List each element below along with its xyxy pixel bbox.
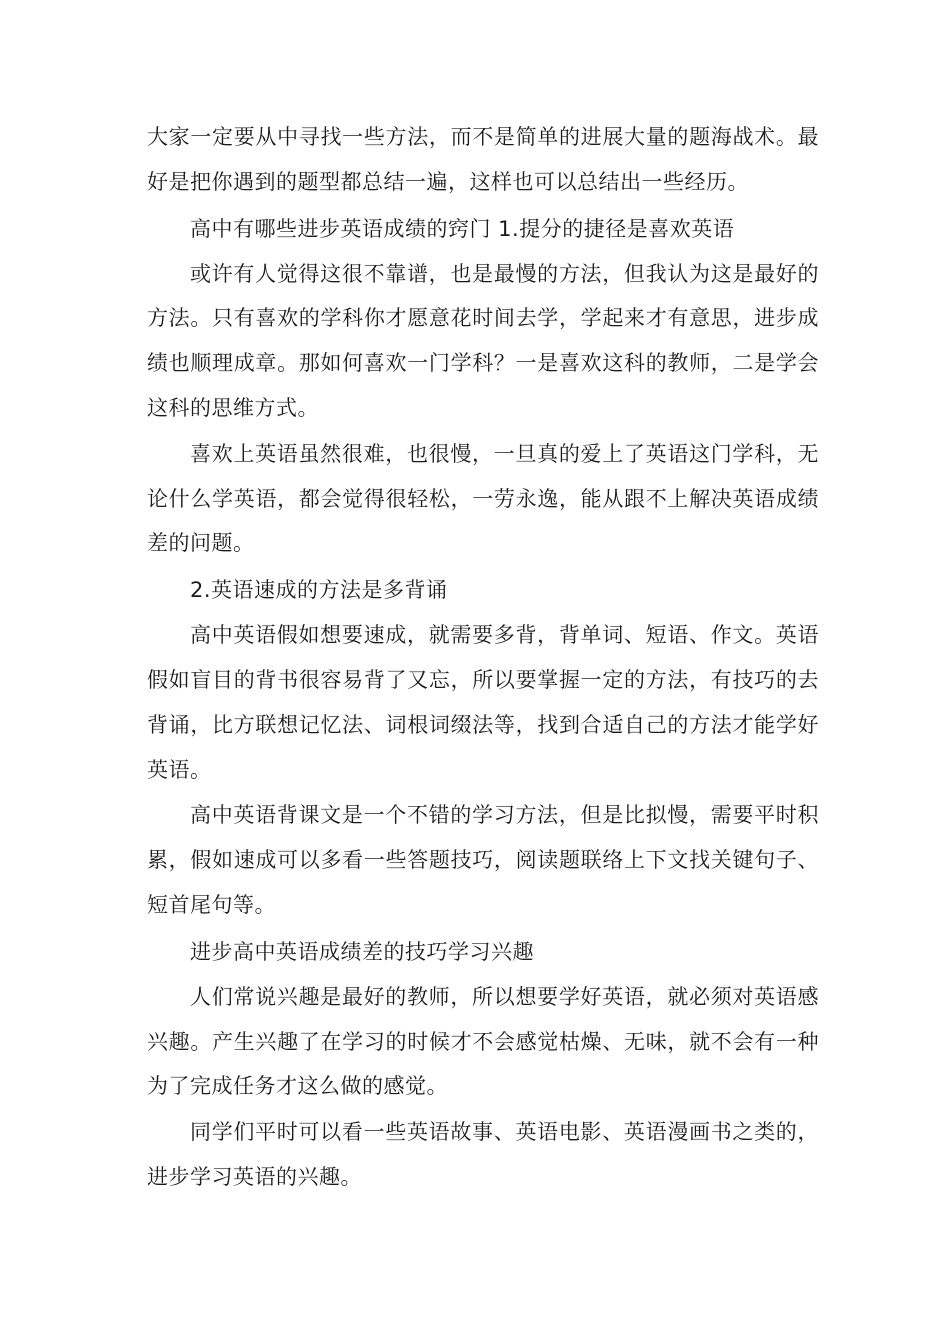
document-body [147,115,819,1200]
paragraph-4: 喜欢上英语虽然很难，也很慢，一旦真的爱上了英语这门学科，无论什么学英语，都会觉得很轻松，一劳永逸，能从跟不上解决英语成绩差的问题。 [147,441,819,556]
paragraph-5-heading: 2.英语速成的方法是多背诵 [190,578,448,603]
paragraph-6: 高中英语假如想要速成，就需要多背，背单词、短语、作文。英语假如盲目的背书很容易背了又忘，所以要掌握一定的方法，有技巧的去背诵，比方联想记忆法、词根词缀法等，找到合适自己的方法才能学好英语。 [147,623,819,782]
paragraph-7: 高中英语背课文是一个不错的学习方法，但是比拟慢，需要平时积累，假如速成可以多看一些答题技巧，阅读题联络上下文找关键句子、短首尾句等。 [147,803,819,917]
paragraph-8-heading: 进步高中英语成绩差的技巧学习兴趣 [190,939,534,964]
paragraph-2-heading: 高中有哪些进步英语成绩的窍门 1.提分的捷径是喜欢英语 [190,216,735,241]
paragraph-9: 人们常说兴趣是最好的教师，所以想要学好英语，就必须对英语感兴趣。产生兴趣了在学习的时候才不会感觉枯燥、无味，就不会有一种为了完成任务才这么做的感觉。 [147,984,819,1099]
paragraph-10: 同学们平时可以看一些英语故事、英语电影、英语漫画书之类的，进步学习英语的兴趣。 [147,1120,819,1189]
paragraph-3: 或许有人觉得这很不靠谱，也是最慢的方法，但我认为这是最好的方法。只有喜欢的学科你才愿意花时间去学，学起来才有意思，进步成绩也顺理成章。那如何喜欢一门学科？一是喜欢这科的教师，二是学会这科的思维方式。 [147,261,819,420]
paragraph-1: 大家一定要从中寻找一些方法，而不是简单的进展大量的题海战术。最好是把你遇到的题型都总结一遍，这样也可以总结出一些经历。 [147,125,819,194]
